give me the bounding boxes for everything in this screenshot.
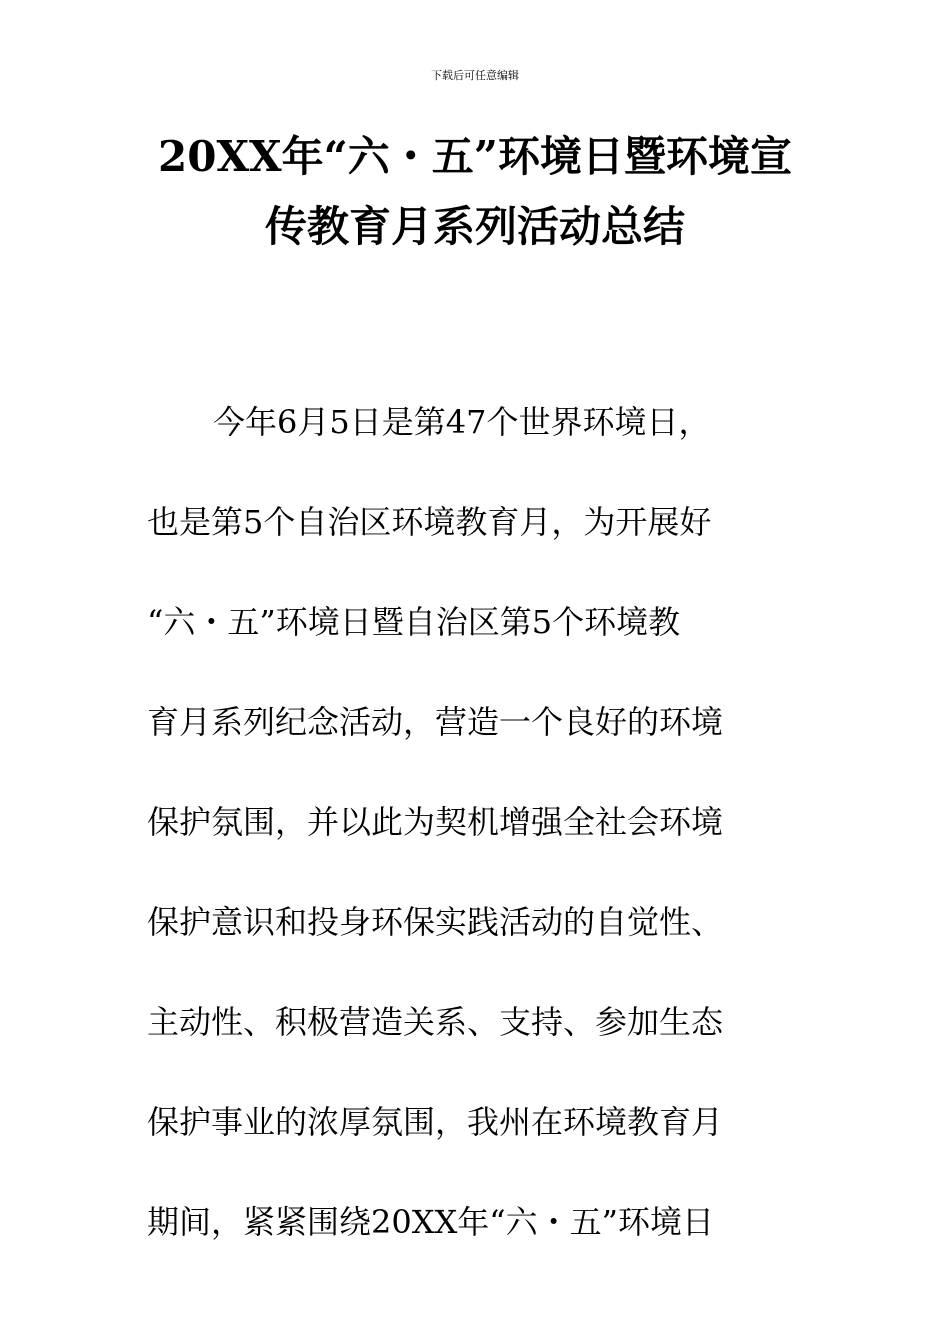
body-line: 也是第5个自治区环境教育月，为开展好	[147, 503, 712, 541]
body-line: 今年6月5日是第47个世界环境日，	[213, 403, 711, 441]
body-line: 主动性、积极营造关系、支持、参加生态	[147, 1003, 724, 1041]
body-line: 保护氛围，并以此为契机增强全社会环境	[147, 803, 724, 841]
title-line-1: 20XX年“六・五”环境日暨环境宣	[158, 132, 792, 181]
body-line: “六・五”环境日暨自治区第5个环境教	[147, 603, 681, 641]
body-paragraph	[147, 372, 807, 1272]
document-title	[60, 122, 890, 262]
body-line: 保护意识和投身环保实践活动的自觉性、	[147, 903, 724, 941]
title-line-2: 传教育月系列活动总结	[264, 202, 685, 251]
body-line: 育月系列纪念活动，营造一个良好的环境	[147, 703, 724, 741]
body-line: 期间，紧紧围绕20XX年“六・五”环境日	[147, 1203, 715, 1241]
body-line: 保护事业的浓厚氛围，我州在环境教育月	[147, 1103, 724, 1141]
header-note: 下载后可任意编辑	[431, 69, 519, 82]
